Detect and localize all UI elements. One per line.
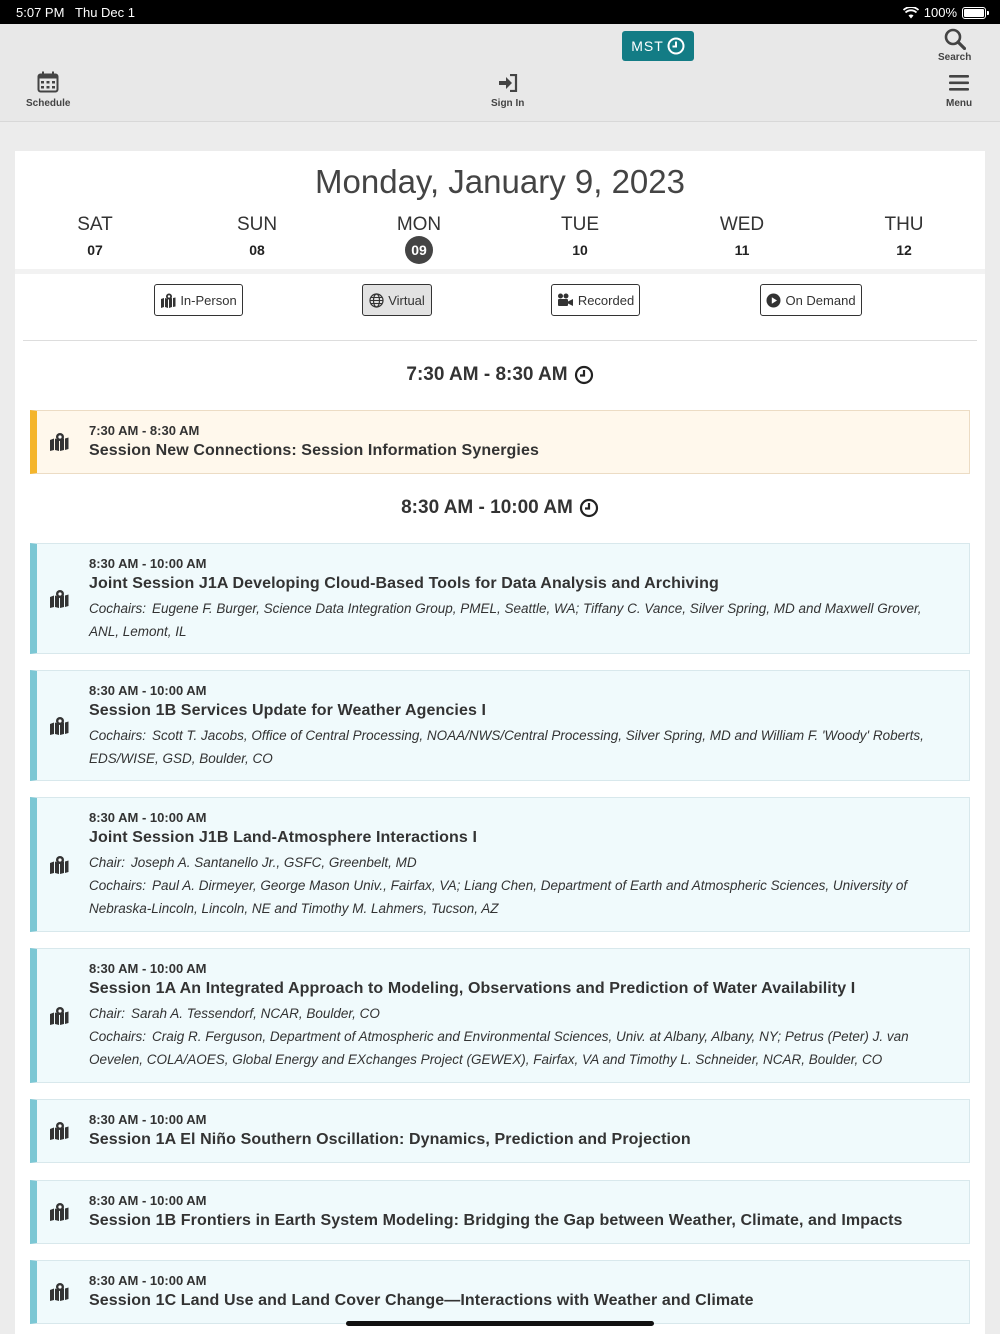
timezone-label: MST — [631, 38, 664, 54]
map-pin-icon — [49, 1006, 69, 1025]
search-icon — [944, 28, 966, 50]
filter-bar — [15, 284, 985, 316]
session-time: 8:30 AM - 10:00 AM — [89, 810, 207, 825]
search-button[interactable] — [938, 28, 971, 63]
session-time: 8:30 AM - 10:00 AM — [89, 1273, 207, 1288]
hamburger-menu-icon — [949, 74, 969, 92]
clock-icon — [574, 365, 594, 385]
status-time: 5:07 PM — [16, 5, 65, 20]
divider — [15, 269, 985, 274]
battery-icon — [962, 7, 986, 19]
session-card[interactable] — [30, 1099, 970, 1163]
wifi-icon — [903, 7, 919, 19]
time-group-header: 8:30 AM - 10:00 AM — [15, 497, 985, 519]
day-sat[interactable]: SAT 07 — [77, 214, 113, 258]
selected-day-badge: 09 — [405, 236, 433, 264]
schedule-card — [15, 151, 985, 1334]
session-time: 8:30 AM - 10:00 AM — [89, 683, 207, 698]
session-card[interactable] — [30, 1180, 970, 1244]
session-card[interactable] — [30, 797, 970, 932]
session-time: 8:30 AM - 10:00 AM — [89, 556, 207, 571]
session-title: Session 1A An Integrated Approach to Modeling, Observations and Prediction of Water Availability I — [89, 980, 856, 997]
status-date: Thu Dec 1 — [75, 5, 136, 20]
map-pin-icon — [49, 589, 69, 608]
session-title: Joint Session J1A Developing Cloud-Based Tools for Data Analysis and Archiving — [89, 575, 719, 592]
session-chair: Chair: Sarah A. Tessendorf, NCAR, Boulder, CO — [89, 1006, 380, 1021]
schedule-label: Schedule — [26, 98, 71, 109]
timezone-button[interactable] — [622, 31, 694, 61]
day-wed[interactable]: WED 11 — [719, 214, 765, 258]
session-time: 8:30 AM - 10:00 AM — [89, 1112, 207, 1127]
date-title: Monday, January 9, 2023 — [315, 163, 685, 200]
top-navigation — [0, 24, 1000, 122]
session-card[interactable] — [30, 670, 970, 781]
map-pin-icon — [49, 1121, 69, 1140]
session-cochairs: Cochairs: Scott T. Jacobs, Office of Central Processing, NOAA/NWS/Central Processing, Silver Spring, MD and William F. 'Woody' Roberts, EDS/WISE, GSD, Boulder, CO — [89, 728, 924, 766]
session-card[interactable] — [30, 1260, 970, 1324]
session-chair: Chair: Joseph A. Santanello Jr., GSFC, Greenbelt, MD — [89, 855, 417, 870]
status-bar — [0, 0, 1000, 24]
session-cochairs: Cochairs: Craig R. Ferguson, Department of Atmospheric and Environmental Sciences, Univ. at Albany, Albany, NY; Petrus (Peter) J. van Oevelen, COLA/AOES, Global Energy and EXchanges Project (GEWEX), Fairfax, VA and Timothy L. Schneider, NCAR, Boulder, CO — [89, 1029, 909, 1067]
session-title: Session 1B Services Update for Weather Agencies I — [89, 702, 487, 719]
session-title: Session 1A El Niño Southern Oscillation: Dynamics, Prediction and Projection — [89, 1131, 691, 1148]
clock-icon — [667, 37, 685, 55]
day-selector — [15, 214, 985, 270]
sign-in-icon — [498, 74, 518, 92]
session-title: Session 1C Land Use and Land Cover Change—Interactions with Weather and Climate — [89, 1292, 754, 1309]
schedule-button[interactable] — [26, 71, 70, 109]
session-time: 8:30 AM - 10:00 AM — [89, 961, 207, 976]
search-label: Search — [938, 52, 972, 63]
session-cochairs: Cochairs: Eugene F. Burger, Science Data Integration Group, PMEL, Seattle, WA; Tiffany C. Vance, Silver Spring, MD and Maxwell Grover, ANL, Lemont, IL — [89, 601, 922, 639]
session-time: 7:30 AM - 8:30 AM — [89, 423, 200, 438]
session-title: Joint Session J1B Land-Atmosphere Interactions I — [89, 829, 477, 846]
home-indicator[interactable] — [346, 1321, 654, 1326]
map-pin-icon — [49, 716, 69, 735]
time-group-header: 7:30 AM - 8:30 AM — [15, 364, 985, 386]
filter-in-person-button[interactable]: In-Person — [154, 284, 243, 316]
video-camera-icon — [557, 293, 574, 307]
filter-on-demand-button[interactable]: On Demand — [760, 284, 862, 316]
day-tue[interactable]: TUE 10 — [561, 214, 599, 258]
sign-in-button[interactable] — [491, 74, 524, 109]
filter-recorded-button[interactable]: Recorded — [551, 284, 640, 316]
map-pin-icon — [160, 293, 176, 308]
map-pin-icon — [49, 1202, 69, 1221]
map-pin-icon — [49, 1282, 69, 1301]
session-title: Session 1B Frontiers in Earth System Modeling: Bridging the Gap between Weather, Climate, and Impacts — [89, 1212, 903, 1229]
filter-virtual-button[interactable]: Virtual — [362, 284, 432, 316]
calendar-icon — [37, 71, 59, 93]
map-pin-icon — [49, 432, 69, 451]
sign-in-label: Sign In — [491, 98, 525, 109]
session-cochairs: Cochairs: Paul A. Dirmeyer, George Mason Univ., Fairfax, VA; Liang Chen, Department of Earth and Atmospheric Sciences, University of Nebraska-Lincoln, Lincoln, NE and Timothy M. Lahmers, Tucson, AZ — [89, 878, 908, 916]
globe-icon — [369, 293, 384, 308]
play-circle-icon — [766, 293, 781, 308]
session-title: Session New Connections: Session Information Synergies — [89, 442, 539, 459]
menu-button[interactable] — [946, 74, 972, 109]
battery-percent: 100% — [923, 5, 957, 20]
day-mon-selected[interactable]: MON 09 — [379, 214, 459, 266]
menu-label: Menu — [946, 98, 973, 109]
clock-icon — [579, 498, 599, 518]
session-time: 8:30 AM - 10:00 AM — [89, 1193, 207, 1208]
separator — [23, 340, 977, 341]
day-sun[interactable]: SUN 08 — [236, 214, 278, 258]
day-thu[interactable]: THU 12 — [884, 214, 924, 258]
session-card[interactable] — [30, 410, 970, 474]
session-card[interactable] — [30, 948, 970, 1083]
map-pin-icon — [49, 855, 69, 874]
session-card[interactable] — [30, 543, 970, 654]
